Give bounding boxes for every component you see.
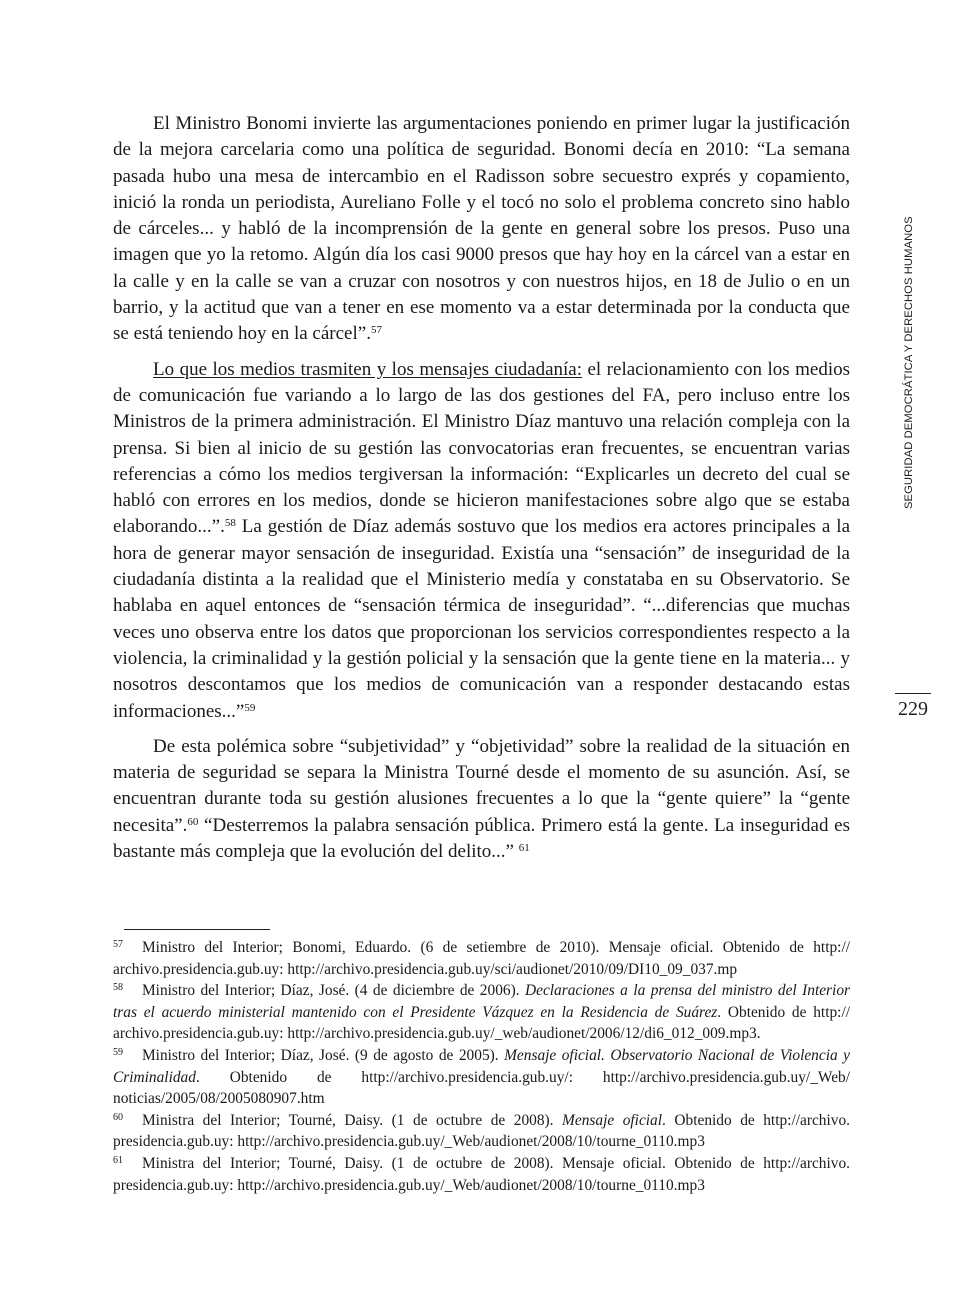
footnote-61: 61 Ministra del Interior; Tourné, Daisy. (1 de octubre de 2008). Mensaje oficial. Obtenido de http://archivo. presidencia.gub.uy: http://archivo.presidencia.gub.uy/_Web/audionet/2008/10/tourne_0110.mp3	[113, 1154, 850, 1194]
footnote-italic-title: Declaraciones a la prensa del ministro del Interior tras el acuerdo ministerial mantenido con el Presidente Vázquez en la Residencia de Suárez	[113, 982, 850, 1021]
footnote-60: 60 Ministra del Interior; Tourné, Daisy. (1 de octubre de 2008). Mensaje oficial. Obtenido de http://archivo. presidencia.gub.uy: http://archivo.presidencia.gub.uy/_Web/audionet/2008/10/tourne_0110.mp3	[113, 1111, 851, 1151]
footnote-ref-57[interactable]: 57	[370, 324, 382, 337]
page-number-rule	[895, 693, 931, 694]
paragraph-3	[113, 734, 850, 865]
main-body-text	[113, 111, 850, 874]
paragraph-2-text-b: La gestión de Díaz además sostuvo que los medios era actores principales a la hora de generar mayor sensación de inseguridad. Existía una “sensación” de inseguridad de la ciudadanía distinta a la realidad que el Ministerio medía y constataba en su Observatorio. Se hablaba en aquel entonces de “sensación térmica de inseguridad”. “...diferencias que muchas veces uno observa entre los datos que proporcionan los servicios correspondientes respecto a la violencia, la criminalidad y la gestión policial y la sensación que la gente tiene en la materia... y nosotros descontamos que los medios de comunicación van a responder destacando estas informaciones...”	[113, 516, 850, 722]
paragraph-2-heading: Lo que los medios trasmiten y los mensajes ciudadanía:	[153, 358, 583, 380]
footnote-ref-60[interactable]: 60	[187, 815, 199, 828]
paragraph-2-text-a: el relacionamiento con los medios de comunicación fue variando a lo largo de las dos gestiones del FA, pero incluso entre los Ministros de la primera administración. El Ministro Díaz mantuvo una relación compleja con la prensa. Si bien al inicio de su gestión las convocatorias eran frecuentes, se encuentran varias referencias a cómo los medios tergiversan la información: “Explicarles un decreto del cual se habló con errores en los medios, donde se hicieron manifestaciones sobre algo que se estaba elaborando...”.	[113, 358, 850, 538]
footnote-text-a: Ministra del Interior; Tourné, Daisy. (1 de octubre de 2008).	[142, 1111, 563, 1129]
footnote-text: Ministra del Interior; Tourné, Daisy. (1 de octubre de 2008). Mensaje oficial. Obtenido de http://archivo. presidencia.gub.uy: http://archivo.presidencia.gub.uy/_Web/audionet/2008/10/tourne_0110.mp3	[113, 1154, 850, 1194]
paragraph-1	[113, 111, 850, 348]
footnote-text-a: Ministro del Interior; Díaz, José. (4 de diciembre de 2006).	[142, 982, 525, 1000]
footnotes	[113, 937, 850, 1196]
footnote-ref-61[interactable]: 61	[518, 842, 530, 855]
paragraph-1-text: El Ministro Bonomi invierte las argumentaciones poniendo en primer lugar la justificación de la mejora carcelaria como una política de seguridad. Bonomi decía en 2010: “La semana pasada hubo una mesa de intercambio en el Radisson sobre secuestro exprés y copamiento, inició la ronda un periodista, Aureliano Folle y el tocó no solo el problema concreto sino hablo de cárceles... y habló de la incomprensión de la gente en general sobre los presos. Puso una imagen que yo la retomo. Algún día los casi 9000 presos que hay hoy en la cárcel van a estar en la calle y en la calle se van a cruzar con nosotros y con nuestros hijos, en 18 de Julio o en un barrio, y la actitud que van a tener en ese momento va a estar determinada por la conducta que se está teniendo hoy en la cárcel”.	[113, 113, 850, 345]
footnote-text: Ministro del Interior; Bonomi, Eduardo. (6 de setiembre de 2010). Mensaje oficial. Obtenido de http:// archivo.presidencia.gub.uy: http://archivo.presidencia.gub.uy/sci/audionet/2010/09/DI10_09_037.mp	[113, 939, 850, 978]
footnote-text-b: . Obtenido de http://archivo. presidencia.gub.uy: http://archivo.presidencia.gub.uy/_Web/audionet/2008/10/tourne_0110.mp3	[113, 1111, 851, 1151]
footnote-italic-title: Mensaje oficial	[562, 1111, 663, 1129]
paragraph-3-text-b: “Desterremos la palabra sensación pública. Primero está la gente. La inseguridad es bastante más compleja que la evolución del delito...”	[113, 814, 850, 863]
footnote-text-b: . Obtenido de http://archivo.presidencia.gub.uy/: http://archivo.presidencia.gub.uy/_Web/ noticias/2005/08/2005080907.htm	[113, 1068, 850, 1108]
footnote-text-a: Ministro del Interior; Díaz, José. (9 de agosto de 2005).	[142, 1046, 505, 1064]
footnote-italic-title: Mensaje oficial. Observatorio Nacional de Violencia y Criminalidad	[113, 1046, 850, 1086]
footnote-ref-59[interactable]: 59	[244, 701, 256, 714]
footnote-59: 59 Ministro del Interior; Díaz, José. (9 de agosto de 2005). Mensaje oficial. Observatorio Nacional de Violencia y Criminalidad. Obtenido de http://archivo.presidencia.gub.uy/: http://archivo.presidencia.gub.uy/_Web/ noticias/2005/08/2005080907.htm	[113, 1046, 850, 1108]
footnote-58: 58 Ministro del Interior; Díaz, José. (4 de diciembre de 2006). Declaraciones a la prensa del ministro del Interior tras el acuerdo ministerial mantenido con el Presidente Vázquez en la Residencia de Suárez. Obtenido de http:// archivo.presidencia.gub.uy: http://archivo.presidencia.gub.uy/_web/audionet/2006/12/di6_012_009.mp3.	[113, 982, 850, 1043]
running-side-title: SEGURIDAD DEMOCRÁTICA Y DERECHOS HUMANOS	[903, 216, 915, 509]
footnote-57: 57 Ministro del Interior; Bonomi, Eduardo. (6 de setiembre de 2010). Mensaje oficial. Obtenido de http:// archivo.presidencia.gub.uy: http://archivo.presidencia.gub.uy/sci/audionet/2010/09/DI10_09_037.mp	[113, 939, 850, 978]
footnote-ref-58[interactable]: 58	[224, 517, 236, 530]
page-number: 229	[898, 698, 928, 720]
footnote-separator	[124, 929, 270, 930]
footnote-text-b: . Obtenido de http:// archivo.presidencia.gub.uy: http://archivo.presidencia.gub.uy/_web/audionet/2006/12/di6_012_009.mp3.	[113, 1003, 850, 1043]
paragraph-2	[113, 357, 850, 725]
paragraph-3-text-a: De esta polémica sobre “subjetividad” y “objetividad” sobre la realidad de la situación en materia de seguridad se separa la Ministra Tourné desde el momento de su asunción. Así, se encuentran durante toda su gestión alusiones frecuentes a lo que la “gente quiere” la “gente necesita”.	[113, 735, 850, 836]
